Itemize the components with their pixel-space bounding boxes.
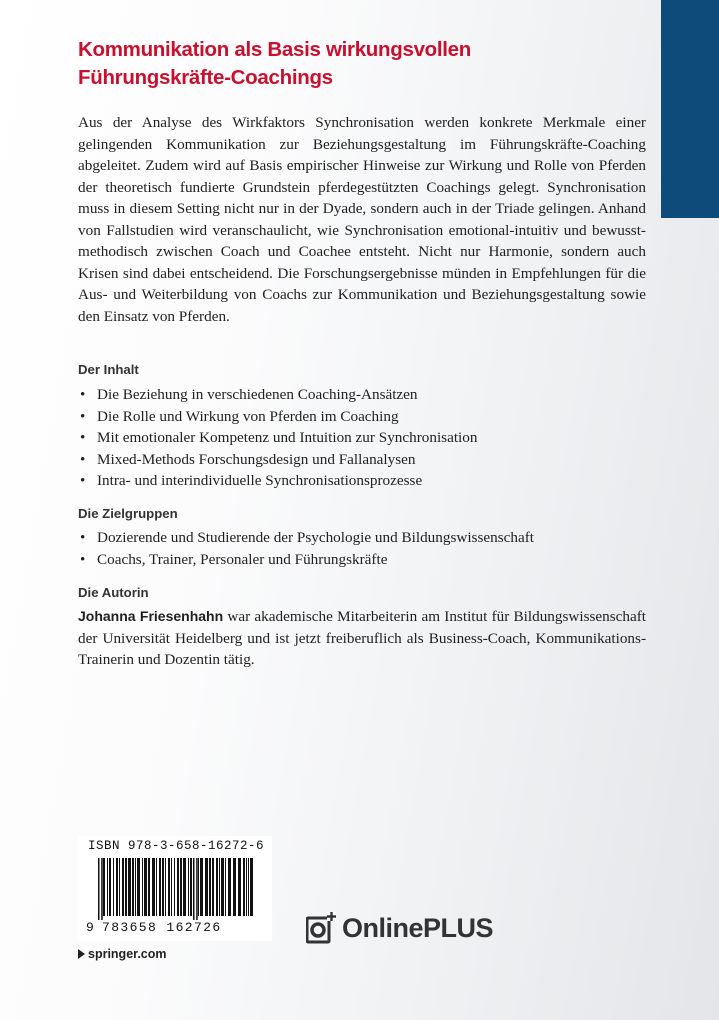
barcode-bar xyxy=(243,858,245,916)
barcode-bar xyxy=(103,858,105,916)
intro-paragraph: Aus der Analyse des Wirkfaktors Synchronisation werden konkrete Merkmale einer gelingenden Kommunikation zur Beziehungsgestaltung im Führungskräfte-Coaching abgeleitet. Zudem wird auf Basis empirischer Hinweise zur Wirkung und Rolle von Pferden der theoretisch fundierte Grundstein pferdegestützten Coachings gelegt. Synchronisation muss in diesem Setting nicht nur in der Dyade, sondern auch in der Triade gelingen. Anhand von Fallstudien wird veranschaulicht, wie Synchronisation emotional-intuitiv und bewusst-methodisch zwischen Coach und Coachee entsteht. Nicht nur Harmonie, sondern auch Krisen sind dabei entscheidend. Die Forschungsergebnisse münden in Empfehlungen für die Aus- und Weiterbildung von Coachs zur Kommunikation und Beziehungsgestaltung sowie den Einsatz von Pferden. xyxy=(78,114,646,325)
barcode-bar xyxy=(219,858,220,916)
barcode-bar xyxy=(162,858,164,916)
inhalt-heading: Der Inhalt xyxy=(78,362,139,377)
online-plus-label: OnlinePLUS xyxy=(342,912,494,943)
barcode-bar xyxy=(168,858,170,916)
barcode-bar xyxy=(137,858,140,916)
barcode-bar xyxy=(165,858,166,916)
barcode-guard xyxy=(193,858,195,920)
barcode-bar xyxy=(132,858,134,916)
ean-first-digit: 9 xyxy=(86,920,94,935)
title-line-2: Führungskräfte-Coachings xyxy=(78,66,333,89)
ean-digits: 783658 162726 xyxy=(102,920,222,935)
isbn-barcode xyxy=(78,836,272,941)
barcode-bar xyxy=(248,858,249,916)
barcode-bar xyxy=(174,858,175,916)
zielgruppen-heading: Die Zielgruppen xyxy=(78,506,178,521)
barcode-bar xyxy=(180,858,182,916)
barcode-bar xyxy=(216,858,218,916)
barcode-guard xyxy=(98,858,100,920)
barcode-guard xyxy=(101,858,103,920)
list-item: • Intra- und interindividuelle Synchronisationsprozesse xyxy=(78,470,648,492)
barcode-bar xyxy=(205,858,208,916)
barcode-bar xyxy=(152,858,155,916)
barcode-bar xyxy=(156,858,157,916)
online-plus-logo xyxy=(306,909,493,947)
barcode-bar xyxy=(183,858,186,916)
barcode-bar xyxy=(135,858,136,916)
barcode-bar xyxy=(233,858,236,916)
list-item: • Dozierende und Studierende der Psychologie und Bildungswissenschaft xyxy=(78,527,648,549)
author-name: Johanna Friesenhahn xyxy=(78,608,224,624)
barcode-bar xyxy=(228,858,231,916)
barcode-bar xyxy=(159,858,161,916)
barcode-bar xyxy=(119,858,120,916)
author-bio-text: war akademische Mitarbeiterin am Institut für Bildungswissenschaft der Universität Heidelberg und ist jetzt freiberuflich als Business-Coach, Kommunikations-Trainerin und Dozentin tätig. xyxy=(78,608,646,668)
barcode-bar xyxy=(107,858,108,916)
author-bio xyxy=(78,606,646,671)
springer-link[interactable] xyxy=(78,947,167,961)
barcode-bars xyxy=(86,858,264,920)
list-item: • Mixed-Methods Forschungsdesign und Fallanalysen xyxy=(78,449,648,471)
zielgruppen-list xyxy=(78,527,648,570)
barcode-bar xyxy=(225,858,226,916)
barcode-bar xyxy=(142,858,143,916)
barcode-bar xyxy=(246,858,247,916)
barcode-bar xyxy=(122,858,124,916)
book-title xyxy=(78,36,638,92)
barcode-bar xyxy=(209,858,211,916)
barcode-bar xyxy=(128,858,131,916)
barcode-bar xyxy=(250,858,253,916)
inhalt-list xyxy=(78,384,648,492)
list-item: • Coachs, Trainer, Personaler und Führungskräfte xyxy=(78,549,648,571)
barcode-bar xyxy=(177,858,179,916)
barcode-bar xyxy=(109,858,111,916)
springer-link-label: springer.com xyxy=(88,947,167,961)
barcode-bar xyxy=(221,858,224,916)
online-plus-icon xyxy=(306,912,336,944)
barcode-bar xyxy=(188,858,189,916)
barcode-bar xyxy=(113,858,114,916)
barcode-bar xyxy=(148,858,150,916)
list-item: • Die Rolle und Wirkung von Pferden im Coaching xyxy=(78,406,648,428)
barcode-bar xyxy=(200,858,203,916)
autorin-heading: Die Autorin xyxy=(78,585,149,600)
barcode-bar xyxy=(116,858,118,916)
title-line-1: Kommunikation als Basis wirkungsvollen xyxy=(78,38,472,61)
barcode-bar xyxy=(198,858,199,916)
isbn-label: ISBN 978-3-658-16272-6 xyxy=(88,839,265,853)
barcode-bar xyxy=(238,858,241,916)
barcode-bar xyxy=(144,858,147,916)
list-item: • Mit emotionaler Kompetenz und Intuition zur Synchronisation xyxy=(78,427,648,449)
barcode-bar xyxy=(212,858,214,916)
barcode-bar xyxy=(171,858,172,916)
list-item: • Die Beziehung in verschiedenen Coaching-Ansätzen xyxy=(78,384,648,406)
barcode-guard xyxy=(196,858,198,920)
barcode-bar xyxy=(125,858,127,916)
arrow-right-icon xyxy=(78,949,85,959)
barcode-bar xyxy=(190,858,192,916)
cover-color-tab xyxy=(661,0,719,218)
